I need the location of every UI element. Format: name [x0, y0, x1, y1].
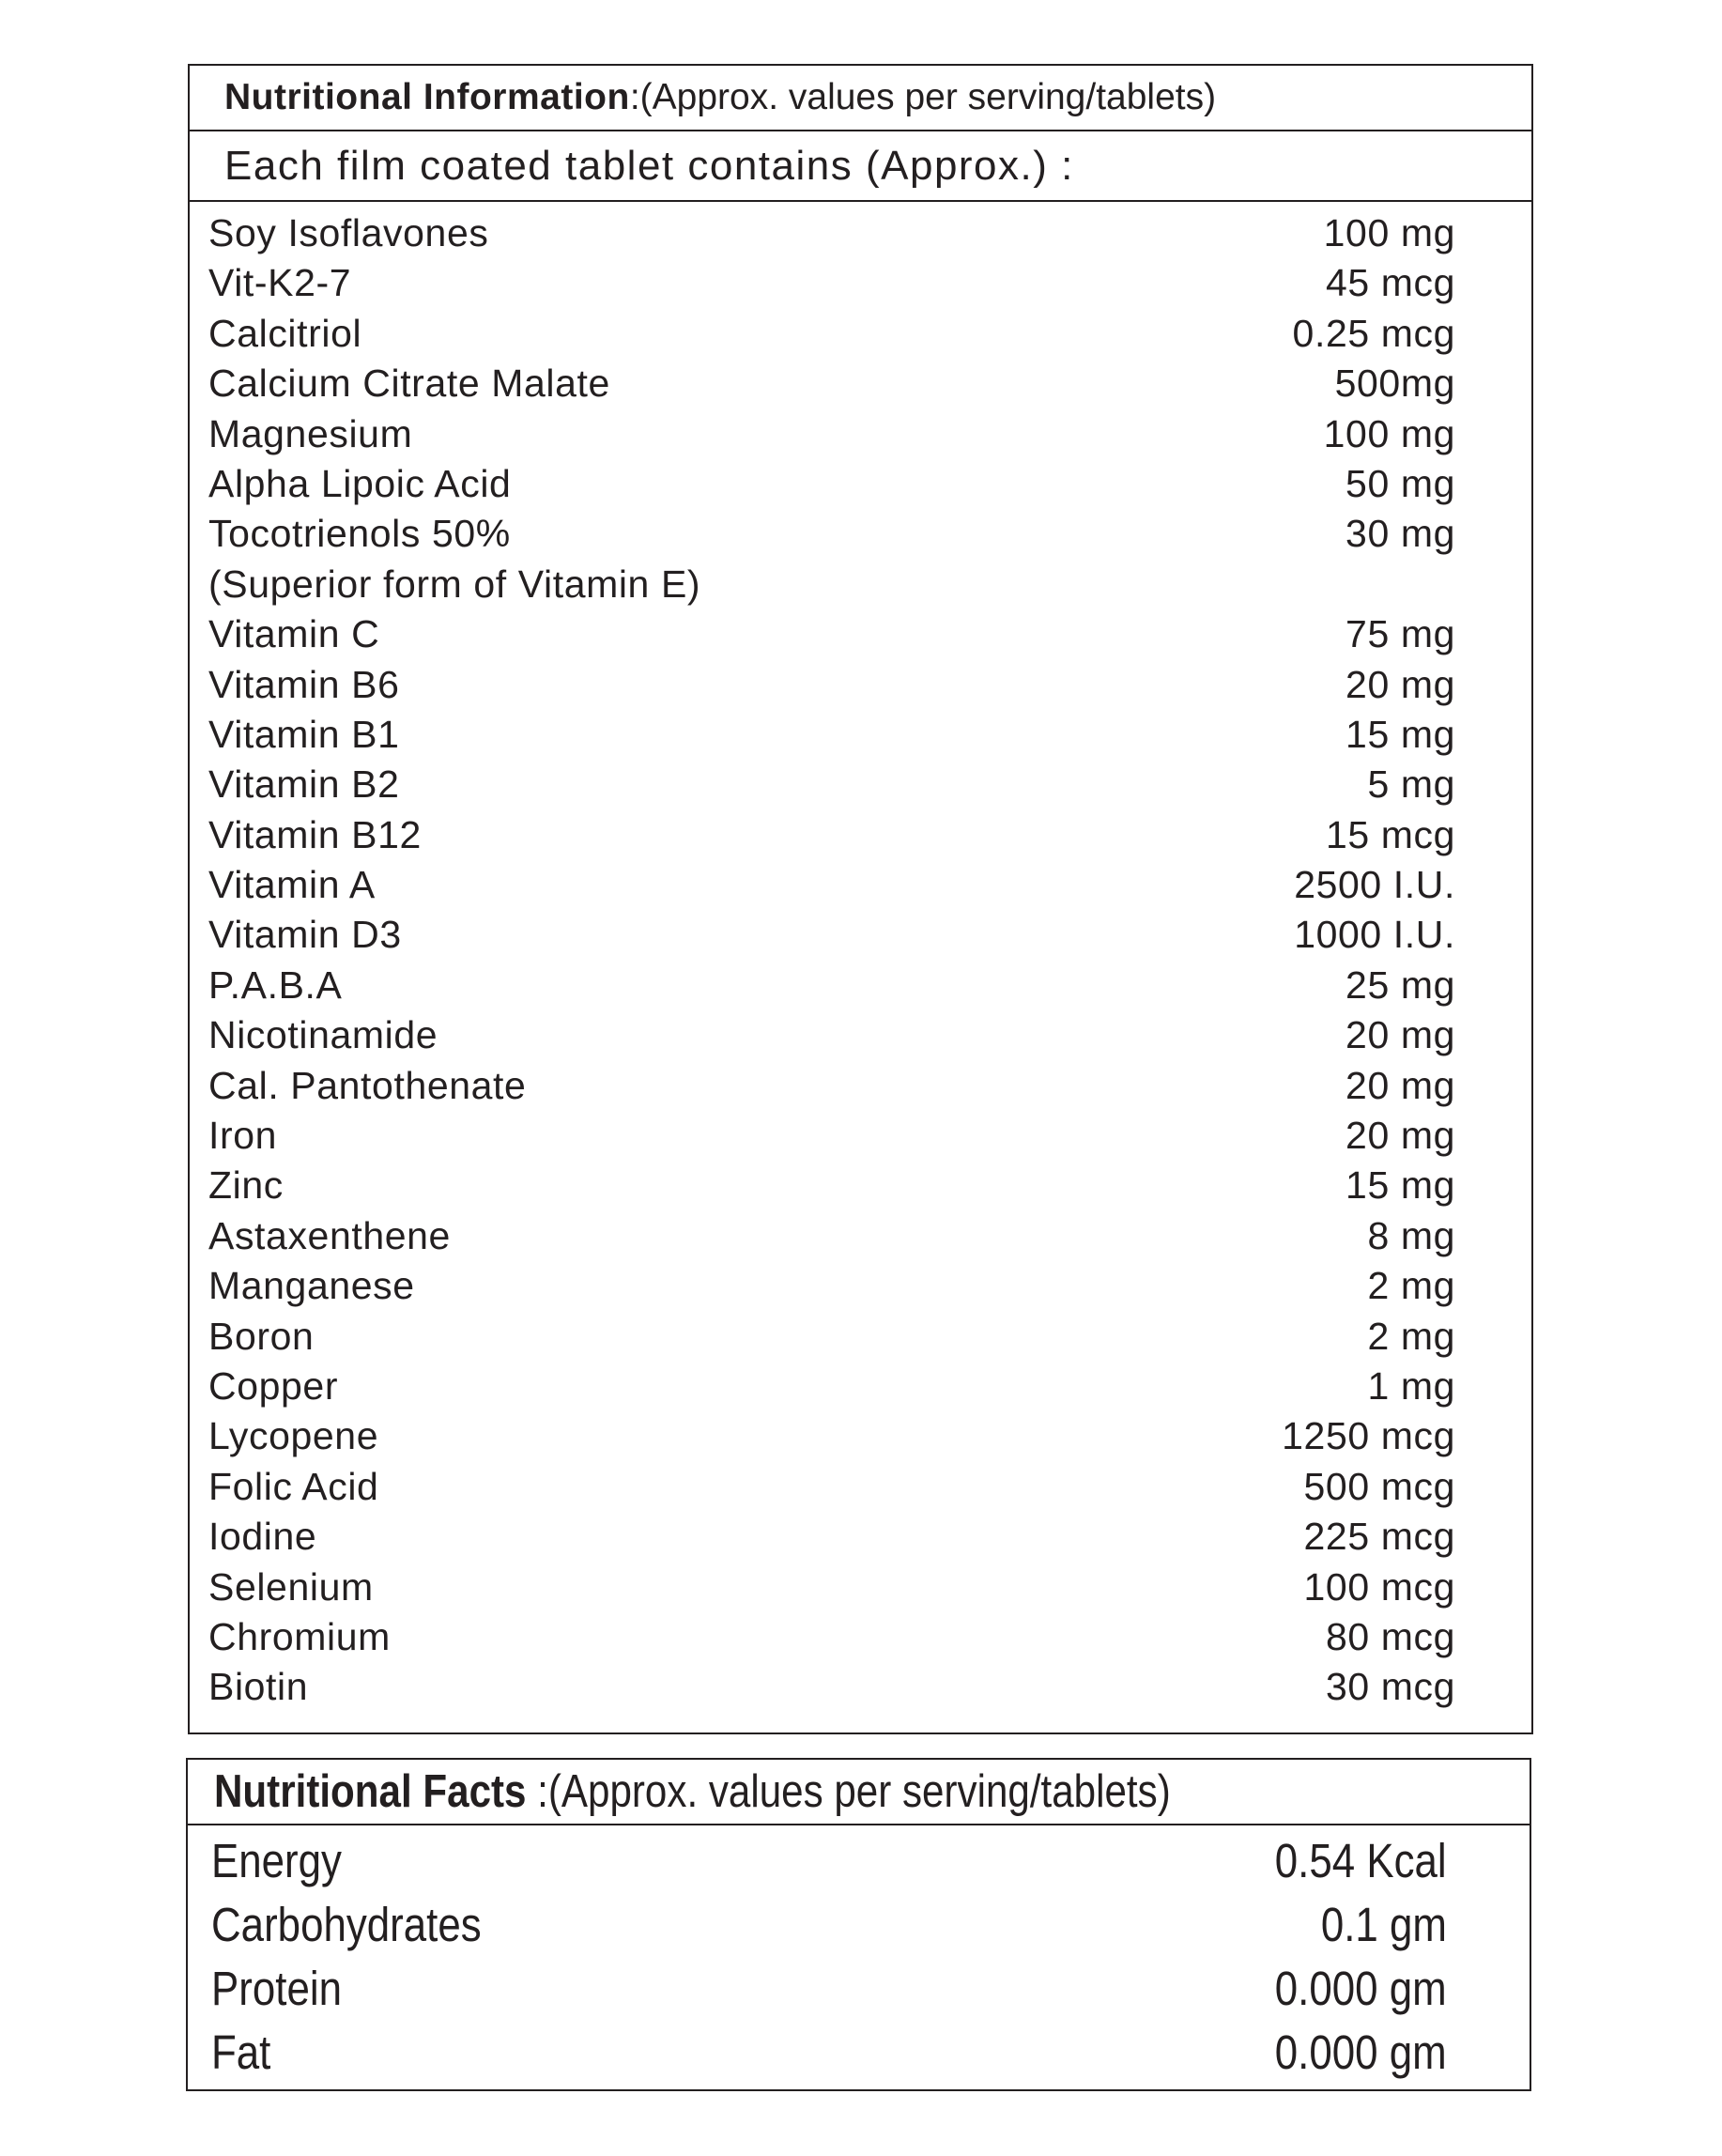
nutrient-amount: 20 mg — [1345, 1063, 1455, 1107]
table-row — [190, 258, 1531, 308]
table-row — [190, 810, 1531, 860]
nutrient-name: Calcium Citrate Malate — [208, 362, 610, 406]
nutrient-name: Selenium — [208, 1564, 374, 1609]
ingredient-list — [190, 202, 1531, 1713]
nutrient-amount: 1000 I.U. — [1294, 913, 1455, 957]
table-row — [190, 1161, 1531, 1210]
nutrient-name: Zinc — [208, 1163, 284, 1208]
nutrient-amount: 0.1 gm — [1320, 1898, 1447, 1951]
table-row — [188, 1829, 1530, 1893]
nutritional-facts-header — [188, 1760, 1530, 1825]
nutrient-name: Soy Isoflavones — [208, 211, 489, 254]
nutrient-name: Iron — [208, 1114, 278, 1158]
nutrient-name: Vitamin C — [208, 612, 380, 656]
table-row — [190, 560, 1531, 609]
table-row — [190, 459, 1531, 509]
nutrient-amount: 5 mg — [1367, 762, 1455, 807]
nutritional-facts-panel — [186, 1758, 1531, 2091]
nutrient-amount: 2500 I.U. — [1294, 863, 1455, 907]
nutrient-name: Astaxenthene — [208, 1213, 451, 1257]
table-row — [190, 359, 1531, 408]
nutrient-name: Cal. Pantothenate — [208, 1063, 527, 1107]
table-row — [190, 1211, 1531, 1261]
nutrient-name: Calcitriol — [208, 311, 362, 355]
table-row — [190, 1512, 1531, 1562]
nutrient-name: Vitamin D3 — [208, 913, 402, 957]
nutrient-amount: 15 mcg — [1325, 812, 1455, 856]
nutrient-name: Copper — [208, 1363, 339, 1408]
nutrient-amount: 15 mg — [1345, 1163, 1455, 1208]
nutritional-information-title-note: :(Approx. values per serving/tablets) — [629, 77, 1217, 117]
nutritional-information-header — [190, 66, 1531, 131]
nutrient-name: Protein — [211, 1962, 342, 2015]
table-row — [190, 710, 1531, 760]
table-row — [190, 1662, 1531, 1712]
nutrient-amount: 500 mcg — [1303, 1464, 1455, 1508]
nutrient-amount: 30 mcg — [1325, 1665, 1455, 1709]
nutrient-amount: 30 mg — [1345, 512, 1455, 556]
nutrient-amount: 45 mcg — [1325, 261, 1455, 305]
nutrient-amount: 8 mg — [1367, 1213, 1455, 1257]
nutrient-name: Vitamin A — [208, 863, 376, 907]
nutrient-name: Vitamin B2 — [208, 762, 400, 807]
nutrient-amount: 50 mg — [1345, 461, 1455, 505]
nutrient-name: Fat — [211, 2025, 271, 2079]
nutrient-amount: 80 mcg — [1325, 1614, 1455, 1658]
nutrient-amount: 100 mg — [1323, 411, 1455, 455]
nutrient-amount: 100 mcg — [1303, 1564, 1455, 1609]
table-row — [190, 1362, 1531, 1411]
table-row — [190, 409, 1531, 459]
nutrient-name: Magnesium — [208, 411, 413, 455]
table-row — [190, 1462, 1531, 1512]
nutrient-name: Folic Acid — [208, 1464, 379, 1508]
table-row — [190, 509, 1531, 559]
table-row — [190, 1411, 1531, 1461]
nutritional-information-title: Nutritional Information — [224, 77, 630, 117]
nutrient-name: Biotin — [208, 1665, 309, 1709]
nutrient-amount: 2 mg — [1367, 1314, 1455, 1358]
nutrient-name: Carbohydrates — [211, 1898, 482, 1951]
table-row — [190, 660, 1531, 710]
table-row — [188, 1893, 1530, 1957]
nutrient-amount: 500mg — [1334, 362, 1455, 406]
nutrient-amount: 1250 mcg — [1282, 1414, 1455, 1458]
nutritional-information-panel — [188, 64, 1533, 1734]
nutrient-amount: 100 mg — [1323, 211, 1455, 254]
table-row — [190, 1010, 1531, 1060]
table-row — [190, 910, 1531, 960]
nutrient-amount: 225 mcg — [1303, 1515, 1455, 1559]
nutrient-amount: 0.000 gm — [1275, 1962, 1447, 2015]
nutrient-name: Manganese — [208, 1264, 415, 1308]
nutrient-amount: 20 mg — [1345, 1114, 1455, 1158]
nutritional-facts-title: Nutritional Facts — [214, 1766, 527, 1817]
table-row — [188, 1957, 1530, 2021]
nutritional-facts-title-note: :(Approx. values per serving/tablets) — [526, 1766, 1171, 1817]
table-row — [190, 760, 1531, 809]
nutrient-name: Chromium — [208, 1614, 391, 1658]
nutrient-amount: 0.54 Kcal — [1275, 1834, 1447, 1887]
table-row — [190, 208, 1531, 258]
nutrient-amount: 1 mg — [1367, 1363, 1455, 1408]
table-row — [190, 1312, 1531, 1362]
table-row — [190, 860, 1531, 910]
nutrient-amount: 2 mg — [1367, 1264, 1455, 1308]
nutrient-amount: 25 mg — [1345, 962, 1455, 1007]
nutrient-amount: 20 mg — [1345, 662, 1455, 706]
table-row — [190, 309, 1531, 359]
table-row — [190, 1563, 1531, 1612]
nutrient-name: Vitamin B12 — [208, 812, 422, 856]
nutrient-amount: 75 mg — [1345, 612, 1455, 656]
table-row — [188, 2021, 1530, 2085]
nutrient-name: Vit-K2-7 — [208, 261, 352, 305]
nutrient-amount: 20 mg — [1345, 1013, 1455, 1057]
facts-list — [188, 1825, 1530, 2085]
nutrient-name: Iodine — [208, 1515, 317, 1559]
nutrient-name: Tocotrienols 50% — [208, 512, 511, 556]
nutrient-amount: 15 mg — [1345, 712, 1455, 756]
nutrient-name: P.A.B.A — [208, 962, 343, 1007]
nutrient-name: Energy — [211, 1834, 342, 1887]
nutrient-name: Alpha Lipoic Acid — [208, 461, 512, 505]
table-row — [190, 1061, 1531, 1111]
nutrient-amount: 0.000 gm — [1275, 2025, 1447, 2079]
nutrient-amount: 0.25 mcg — [1292, 311, 1455, 355]
nutrient-name: Nicotinamide — [208, 1013, 438, 1057]
tablet-contents-subtitle: Each film coated tablet contains (Approx.) : — [190, 131, 1531, 202]
table-row — [190, 961, 1531, 1010]
nutrient-name: Vitamin B1 — [208, 712, 400, 756]
nutrient-name: Lycopene — [208, 1414, 379, 1458]
nutrient-name: Vitamin B6 — [208, 662, 400, 706]
table-row — [190, 1261, 1531, 1311]
table-row — [190, 1612, 1531, 1662]
table-row — [190, 609, 1531, 659]
nutrient-name: (Superior form of Vitamin E) — [208, 562, 701, 606]
nutrient-name: Boron — [208, 1314, 315, 1358]
table-row — [190, 1111, 1531, 1161]
